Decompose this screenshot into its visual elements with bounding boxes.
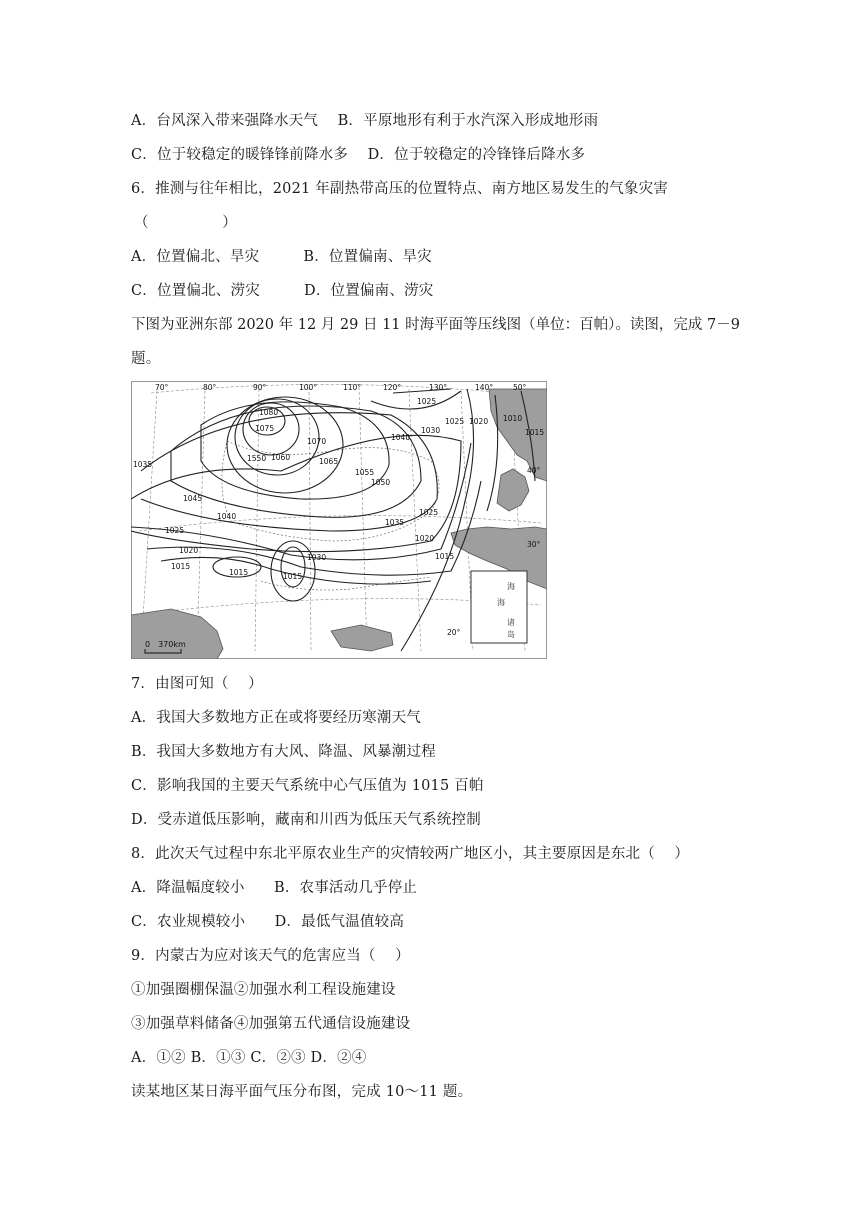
option-line-6ab: A．位置偏北、旱灾 B．位置偏南、旱灾	[131, 249, 432, 265]
option-line-8ab: A．降温幅度较小 B．农事活动几乎停止	[131, 880, 418, 896]
svg-text:1015: 1015	[171, 562, 191, 571]
option-7b: B．我国大多数地方有大风、降温、风暴潮过程	[131, 744, 436, 760]
svg-text:1020: 1020	[415, 534, 435, 543]
svg-text:40°: 40°	[527, 466, 541, 475]
next-intro: 读某地区某日海平面气压分布图，完成 10～11 题。	[131, 1084, 473, 1100]
option-line-6cd: C．位置偏北、涝灾 D．位置偏南、涝灾	[131, 283, 434, 299]
svg-text:1025: 1025	[417, 397, 437, 406]
svg-text:1075: 1075	[255, 424, 275, 433]
svg-text:海: 海	[497, 598, 505, 607]
statement-line-1: ①加强圈棚保温②加强水利工程设施建设	[131, 982, 396, 998]
svg-text:海: 海	[507, 582, 515, 591]
svg-text:100°: 100°	[299, 383, 318, 392]
svg-text:岛: 岛	[507, 630, 515, 639]
option-line-5ab: A．台风深入带来强降水天气 B．平原地形有利于水汽深入形成地形雨	[131, 113, 599, 129]
svg-text:70°: 70°	[155, 383, 169, 392]
option-7d: D．受赤道低压影响，藏南和川西为低压天气系统控制	[131, 812, 481, 828]
svg-text:1045: 1045	[183, 494, 203, 503]
svg-text:80°: 80°	[203, 383, 217, 392]
svg-text:1060: 1060	[271, 453, 291, 462]
svg-text:120°: 120°	[383, 383, 402, 392]
svg-text:1050: 1050	[371, 478, 391, 487]
svg-text:50°: 50°	[513, 383, 527, 392]
option-line-5cd: C．位于较稳定的暖锋锋前降水多 D．位于较稳定的冷锋锋后降水多	[131, 147, 586, 163]
svg-text:1080: 1080	[259, 408, 279, 417]
svg-text:90°: 90°	[253, 383, 267, 392]
svg-text:1040: 1040	[217, 512, 237, 521]
option-7c: C．影响我国的主要天气系统中心气压值为 1015 百帕	[131, 778, 484, 794]
question-8: 8．此次天气过程中东北平原农业生产的灾情较两广地区小，其主要原因是东北（ ）	[131, 846, 690, 862]
svg-text:诸: 诸	[507, 618, 515, 627]
svg-text:1040: 1040	[391, 433, 411, 442]
svg-text:1025: 1025	[165, 526, 185, 535]
svg-text:1550: 1550	[247, 454, 267, 463]
option-line-9: A．①② B．①③ C．②③ D．②④	[131, 1050, 367, 1066]
svg-text:1030: 1030	[421, 426, 441, 435]
map-intro: 下图为亚洲东部 2020 年 12 月 29 日 11 时海平面等压线图（单位：百帕）。读图，完成 7－9	[131, 317, 740, 333]
map-intro-cont: 题。	[131, 351, 161, 367]
svg-text:130°: 130°	[429, 383, 448, 392]
question-6-blank: （ ）	[134, 215, 237, 231]
svg-text:1015: 1015	[525, 428, 545, 437]
svg-text:0 370km: 0 370km	[145, 640, 186, 649]
svg-text:110°: 110°	[343, 383, 362, 392]
question-9: 9．内蒙古为应对该天气的危害应当（ ）	[131, 948, 410, 964]
question-7: 7．由图可知（ ）	[131, 676, 263, 692]
svg-text:1030: 1030	[307, 553, 327, 562]
svg-text:1010: 1010	[503, 414, 523, 423]
svg-text:1025: 1025	[419, 508, 439, 517]
svg-text:1015: 1015	[283, 572, 303, 581]
statement-line-2: ③加强草料储备④加强第五代通信设施建设	[131, 1016, 411, 1032]
svg-text:1065: 1065	[319, 457, 339, 466]
svg-text:1020: 1020	[179, 546, 199, 555]
svg-text:1015: 1015	[229, 568, 249, 577]
option-line-8cd: C．农业规模较小 D．最低气温值较高	[131, 914, 405, 930]
option-7a: A．我国大多数地方正在或将要经历寒潮天气	[131, 710, 421, 726]
svg-text:1025: 1025	[445, 417, 465, 426]
svg-text:1015: 1015	[435, 552, 455, 561]
isobar-map	[131, 381, 547, 659]
question-6: 6．推测与往年相比，2021 年副热带高压的位置特点、南方地区易发生的气象灾害	[131, 181, 669, 197]
svg-text:1020: 1020	[469, 417, 489, 426]
svg-text:1070: 1070	[307, 437, 327, 446]
svg-text:1055: 1055	[355, 468, 375, 477]
svg-text:20°: 20°	[447, 628, 461, 637]
svg-text:1035: 1035	[385, 518, 405, 527]
svg-text:30°: 30°	[527, 540, 541, 549]
svg-text:140°: 140°	[475, 383, 494, 392]
svg-text:1035: 1035	[133, 460, 153, 469]
